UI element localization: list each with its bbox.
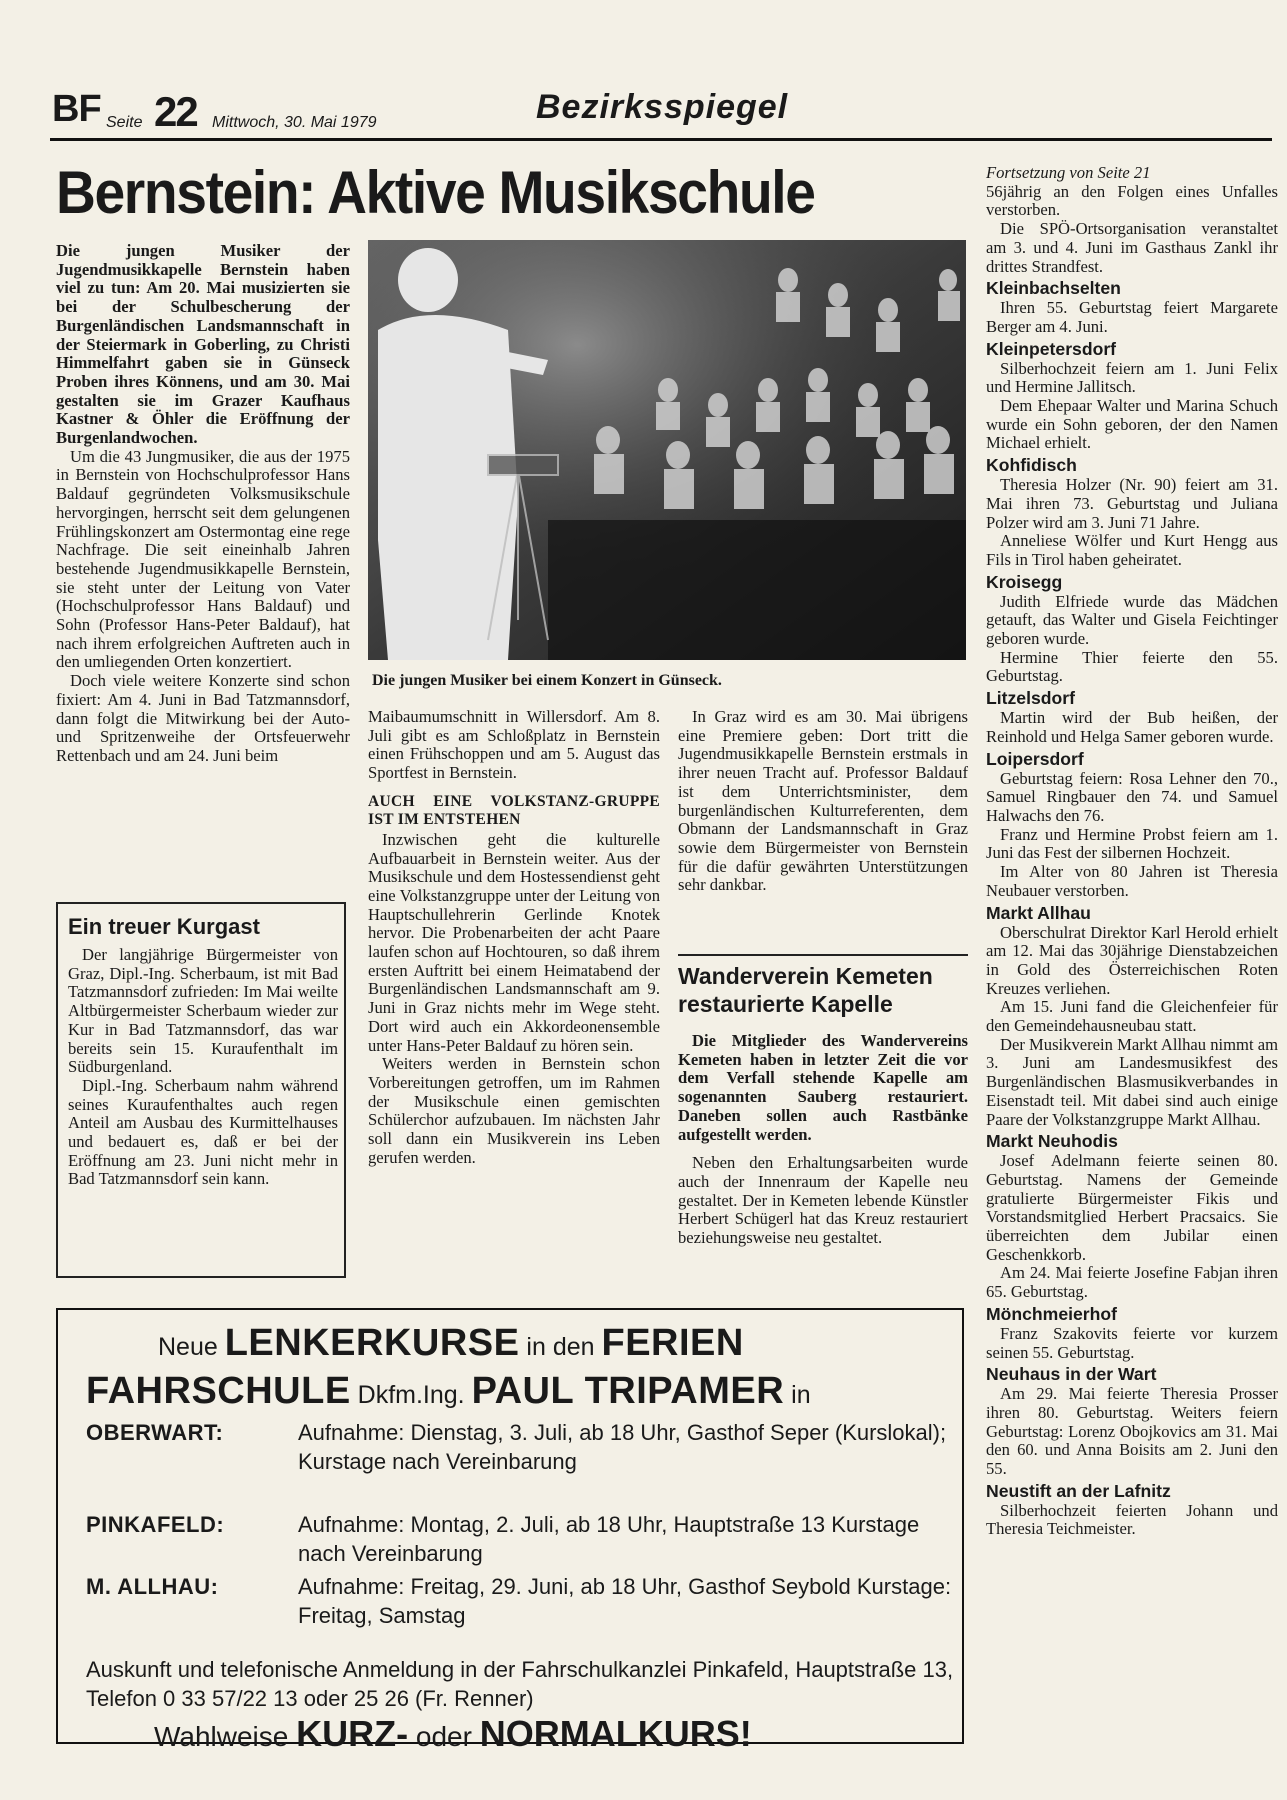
article-column-2	[368, 708, 660, 1167]
ad-location-text: Aufnahme: Montag, 2. Juli, ab 18 Uhr, Hauptstraße 13 Kurstage nach Vereinbarung	[298, 1512, 920, 1566]
place-heading: Neuhaus in der Wart	[986, 1364, 1157, 1385]
ad-text: PAUL TRIPAMER	[471, 1370, 785, 1412]
district-paragraph: Dem Ehepaar Walter und Marina Schuch wurde ein Sohn geboren, der den Namen Michael erhielt.	[986, 396, 1278, 453]
place-text	[986, 299, 1278, 336]
district-entry	[986, 903, 1278, 1130]
district-entry	[986, 1131, 1278, 1302]
article-paragraph: Doch viele weitere Konzerte sind schon fixiert: Am 4. Juni in Bad Tatzmannsdorf, dann folgt die Mitwirkung bei der Auto- und Spritzenweihe der Ortsfeuerwehr Rettenbach und am 24. Juni beim	[56, 671, 350, 765]
district-entry	[986, 688, 1278, 746]
place-heading: Kleinbachselten	[986, 278, 1121, 299]
place-text	[986, 1152, 1278, 1302]
place-text	[986, 593, 1278, 687]
ad-text: in den	[526, 1333, 595, 1361]
district-paragraph: Josef Adelmann feierte seinen 80. Geburtstag. Namens der Gemeinde gratulierte Bürgermeister Fikis und Vorstandsmitglied Herbert Pracsaics. Sie überreichten dem Jubilar einen Geschenkkorb.	[986, 1151, 1278, 1264]
section-title: Bezirksspiegel	[536, 88, 789, 126]
page-number: 22	[154, 88, 197, 135]
place-heading: Mönchmeierhof	[986, 1303, 1117, 1324]
place-heading: Neustift an der Lafnitz	[986, 1480, 1171, 1501]
masthead-brand: BF	[52, 88, 101, 130]
article-column-1	[56, 242, 350, 766]
ad-location-label: OBERWART:	[86, 1420, 224, 1445]
district-entry	[986, 455, 1278, 570]
driving-school-ad	[56, 1308, 964, 1754]
continuation-note: Fortsetzung von Seite 21	[986, 163, 1151, 182]
place-heading: Litzelsdorf	[986, 688, 1075, 709]
district-paragraph: Martin wird der Bub heißen, der Reinhold und Helga Samer geboren wurde.	[986, 708, 1278, 746]
place-heading: Markt Allhau	[986, 902, 1091, 923]
place-text	[986, 770, 1278, 901]
district-paragraph: Die SPÖ-Ortsorganisation veranstaltet am 3. und 4. Juni im Gasthaus Zankl ihr drittes Strandfest.	[986, 219, 1278, 276]
place-text	[986, 476, 1278, 570]
district-paragraph: Judith Elfriede wurde das Mädchen getauft, das Walter und Gisela Feichtinger geboren wurde.	[986, 591, 1278, 649]
district-entry	[986, 339, 1278, 454]
article-paragraph: Maibaumumschnitt in Willersdorf. Am 8. Juli gibt es am Schloßplatz in Bernstein einen Frühschoppen und am 5. August das Sportfest in Bernstein.	[368, 707, 660, 783]
wanderverein-paragraph: Neben den Erhaltungsarbeiten wurde auch der Innenraum der Kapelle neu gestaltet. Der in Kemeten lebende Künstler Herbert Schügerl hat das Kreuz restauriert beziehungsweise neu gestaltet.	[678, 1153, 968, 1248]
place-text	[986, 924, 1278, 1130]
ad-text: in	[791, 1381, 811, 1409]
district-paragraph: Am 15. Juni fand die Gleichenfeier für den Gemeindehausneubau statt.	[986, 997, 1278, 1036]
header-rule	[50, 138, 1272, 141]
ad-text: Dkfm.Ing.	[357, 1381, 465, 1409]
district-entry	[986, 1364, 1278, 1479]
ad-text: KURZ-	[296, 1713, 409, 1754]
district-entries	[986, 278, 1278, 1539]
ad-text: oder	[415, 1721, 472, 1752]
district-paragraph: Theresia Holzer (Nr. 90) feiert am 31. Mai ihren 73. Geburtstag und Juliana Polzer wird am 3. Juni 71 Jahre.	[986, 475, 1278, 532]
ad-location-label: M. ALLHAU:	[86, 1574, 219, 1599]
ad-footer	[154, 1713, 752, 1755]
kurgast-paragraph: Der langjährige Bürgermeister von Graz, Dipl.-Ing. Scherbaum, ist mit Bad Tatzmannsdorf zufrieden: Im Mai weilte Altbürgermeister Scherbaum wieder zur Kur in Bad Tatzmannsdorf, das war bereits sein 15. Kuraufenthalt im Südburgenland.	[68, 945, 338, 1077]
kurgast-title: Ein treuer Kurgast	[68, 914, 260, 939]
place-text	[986, 709, 1278, 746]
ad-headline-1	[158, 1322, 744, 1365]
kurgast-text	[68, 946, 338, 1189]
place-heading: Loipersdorf	[986, 748, 1084, 769]
district-paragraph: Am 29. Mai feierte Theresia Prosser ihren 80. Geburtstag. Weiters feiern Geburtstag: Lorenz Obojkovics am 31. Mai den 60. und Anna Boisits am 2. Juni den 55.	[986, 1384, 1278, 1479]
district-paragraph: Anneliese Wölfer und Kurt Hengg aus Fils in Tirol haben geheiratet.	[986, 531, 1278, 569]
article-paragraph: Um die 43 Jungmusiker, die aus der 1975 in Bernstein von Hochschulprofessor Hans Baldauf gegründeten Volksmusikschule hervorgingen, herrscht seit dem gelungenen Frühlingskonzert am Ostermontag eine rege Nachfrage. Die seit eineinhalb Jahren bestehende Jugendmusikkapelle Bernstein, sie steht unter der Leitung von Vater (Hochschulprofessor Hans Baldauf) und Sohn (Professor Hans-Peter Baldauf), hat nach ihrem erfolgreichen Auftreten auch in den umliegenden Orten konzertiert.	[56, 446, 350, 672]
article-column-3	[678, 708, 968, 895]
district-entry	[986, 572, 1278, 687]
ad-contact-info: Auskunft und telefonische Anmeldung in der Fahrschulkanzlei Pinkafeld, Hauptstraße 13, Telefon 0 33 57/22 13 oder 25 26 (Fr. Renner)	[86, 1657, 954, 1711]
article-paragraph: Weiters werden in Bernstein schon Vorbereitungen getroffen, um im Rahmen der Musikschule einen gemischten Schülerchor aufzubauen. Im nächsten Jahr soll dann ein Musikverein ins Leben gerufen werden.	[368, 1054, 660, 1167]
district-entry	[986, 1481, 1278, 1539]
place-text	[986, 1502, 1278, 1539]
ad-location-row	[86, 1510, 956, 1568]
district-paragraph: Im Alter von 80 Jahren ist Theresia Neubauer verstorben.	[986, 862, 1278, 900]
wanderverein-text	[678, 1032, 968, 1248]
wanderverein-article	[678, 954, 968, 1248]
ad-headline-2	[86, 1370, 811, 1413]
issue-date: Mittwoch, 30. Mai 1979	[212, 114, 377, 131]
district-paragraph: 56jährig an den Folgen eines Unfalles verstorben.	[986, 181, 1278, 220]
place-heading: Markt Neuhodis	[986, 1131, 1118, 1152]
ad-text: NORMALKURS!	[479, 1713, 752, 1754]
ad-location-text: Aufnahme: Freitag, 29. Juni, ab 18 Uhr, Gasthof Seybold Kurstage: Freitag, Samstag	[298, 1574, 952, 1628]
district-news-column	[986, 164, 1278, 1539]
ad-location-text: Aufnahme: Dienstag, 3. Juli, ab 18 Uhr, Gasthof Seper (Kurslokal); Kurstage nach Vereinbarung	[298, 1420, 947, 1474]
wanderverein-lead: Die Mitglieder des Wandervereins Kemeten haben in letzter Zeit die vor dem Verfall stehende Kapelle am sogenannten Sauberg restauriert. Daneben sollen auch Rastbänke aufgestellt werden.	[678, 1031, 968, 1144]
ad-location-row	[86, 1418, 956, 1476]
wanderverein-title: Wanderverein Kemeten restaurierte Kapelle	[678, 963, 933, 1017]
place-text	[986, 1385, 1278, 1479]
district-paragraph: Hermine Thier feierte den 55. Geburtstag.	[986, 647, 1278, 686]
ad-text: Neue	[158, 1333, 218, 1361]
kurgast-box	[56, 902, 346, 1278]
concert-photo	[368, 240, 966, 660]
district-paragraph: Silberhochzeit feiern am 1. Juni Felix und Hermine Jallitsch.	[986, 358, 1278, 397]
ad-text: LENKERKURSE	[224, 1322, 520, 1364]
ad-text: FAHRSCHULE	[86, 1370, 351, 1412]
article-paragraph: In Graz wird es am 30. Mai übrigens eine Premiere geben: Dort tritt die Jugendmusikkapelle Bernstein erstmals in ihrer neuen Tracht auf. Professor Baldauf ist dem Unterrichtsminister, dem burgenländischen Kulturreferenten, dem Obmann der Landsmannschaft in Graz sowie dem Bürgermeister von Bernstein für die dafür gewährten Unterstützungen sehr dankbar.	[678, 707, 968, 895]
district-paragraph: Oberschulrat Direktor Karl Herold erhielt am 12. Mai das 30jährige Dienstabzeichen in Gold des Österreichischen Roten Kreuzes verliehen.	[986, 922, 1278, 998]
place-heading: Kleinpetersdorf	[986, 338, 1117, 359]
article-lead: Die jungen Musiker der Jugendmusikkapelle Bernstein haben viel zu tun: Am 20. Mai musizierten sie bei der Schulbescherung der Burgenländischen Landsmannschaft in der Steiermark in Goberling, zu Christi Himmelfahrt gaben sie in Günseck Proben ihres Könnens, und am 30. Mai gestalten sie im Grazer Kaufhaus Kastner & Öhler die Eröffnung der Burgenlandwochen.	[56, 241, 350, 448]
ad-text: FERIEN	[601, 1322, 744, 1364]
district-entry	[986, 1304, 1278, 1362]
concert-photo-image	[368, 240, 966, 660]
district-entry	[986, 749, 1278, 901]
page-label: Seite	[106, 114, 143, 131]
place-heading: Kohfidisch	[986, 455, 1077, 476]
ad-text: Wahlweise	[154, 1721, 289, 1752]
district-paragraph: Silberhochzeit feierten Johann und Theresia Teichmeister.	[986, 1500, 1278, 1539]
district-paragraph: Ihren 55. Geburtstag feiert Margarete Berger am 4. Juni.	[986, 298, 1278, 336]
district-paragraph: Franz und Hermine Probst feiern am 1. Juni das Fest der silbernen Hochzeit.	[986, 824, 1278, 863]
district-entry	[986, 278, 1278, 336]
district-paragraph: Am 24. Mai feierte Josefine Fabjan ihren 65. Geburtstag.	[986, 1263, 1278, 1302]
ad-location-label: PINKAFELD:	[86, 1512, 225, 1537]
article-subhead: AUCH EINE VOLKSTANZ-GRUPPE IST IM ENTSTEHEN	[368, 792, 660, 828]
place-text	[986, 360, 1278, 454]
article-paragraph: Inzwischen geht die kulturelle Aufbauarbeit in Bernstein weiter. Aus der Musikschule und dem Hostessendienst geht eine Volkstanzgruppe unter der Leitung von Hauptschullehrerin Gerlinde Knotek hervor. Die Probenarbeiten der acht Paare laufen schon auf Hochtouren, so daß ihrem ersten Auftritt bei einem Heimatabend der Burgenländischen Landsmannschaft am 9. Juni in Graz nichts mehr im Wege steht. Dort wird auch ein Akkordeonensemble unter Hans-Peter Baldauf zu hören sein.	[368, 829, 660, 1055]
photo-caption: Die jungen Musiker bei einem Konzert in Günseck.	[372, 672, 722, 689]
district-paragraph: Geburtstag feiern: Rosa Lehner den 70., Samuel Ringbauer den 74. und Samuel Halwachs den 76.	[986, 768, 1278, 825]
article-headline: Bernstein: Aktive Musikschule	[56, 159, 815, 226]
district-paragraph: Franz Szakovits feierte vor kurzem seinen 55. Geburtstag.	[986, 1323, 1278, 1362]
place-heading: Kroisegg	[986, 571, 1063, 592]
district-intro	[986, 183, 1278, 277]
place-text	[986, 1325, 1278, 1362]
kurgast-paragraph: Dipl.-Ing. Scherbaum nahm während seines Kuraufenthaltes auch regen Anteil am Ausbau des Kurmittelhauses und bedauert es, daß er bei der Eröffnung am 23. Juni nicht mehr in Bad Tatzmannsdorf sein kann.	[68, 1075, 338, 1189]
ad-location-row	[86, 1572, 956, 1630]
district-paragraph: Der Musikverein Markt Allhau nimmt am 3. Juni am Landesmusikfest des Burgenländischen Blasmusikverbandes in Eisenstadt teil. Mit dabei sind auch einige Paare der Volkstanzgruppe Markt Allhau.	[986, 1034, 1278, 1129]
